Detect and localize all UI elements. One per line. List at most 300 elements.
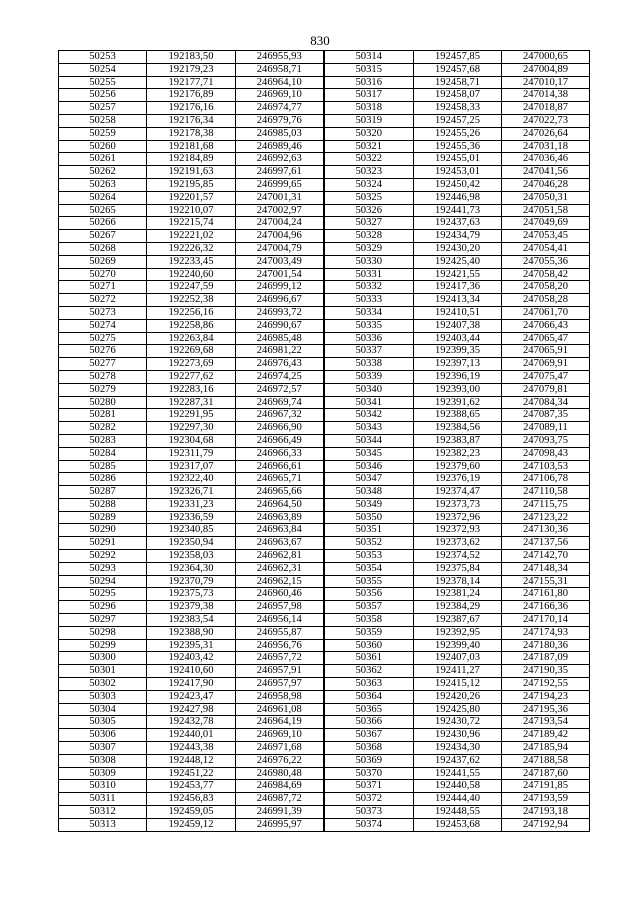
table-row xyxy=(59,217,590,230)
x-coordinate-left-cell: 192287,31 xyxy=(147,396,236,409)
x-coordinate-right-cell: 192375,84 xyxy=(414,562,502,575)
y-coordinate-left-cell: 246966,61 xyxy=(236,460,324,473)
y-coordinate-right-cell: 247058,20 xyxy=(502,281,590,294)
y-coordinate-right-cell: 247061,70 xyxy=(502,306,590,319)
x-coordinate-left-cell: 192177,71 xyxy=(147,76,236,89)
x-coordinate-right-cell: 192373,73 xyxy=(414,498,502,511)
point-number-left-cell: 50254 xyxy=(59,63,147,76)
y-coordinate-right-cell: 247000,65 xyxy=(502,51,590,64)
point-number-left-cell: 50265 xyxy=(59,204,147,217)
point-number-right-cell: 50338 xyxy=(324,358,414,371)
x-coordinate-right-cell: 192453,01 xyxy=(414,166,502,179)
point-number-left-cell: 50262 xyxy=(59,166,147,179)
point-number-right-cell: 50331 xyxy=(324,268,414,281)
x-coordinate-left-cell: 192370,79 xyxy=(147,575,236,588)
x-coordinate-right-cell: 192455,01 xyxy=(414,153,502,166)
x-coordinate-left-cell: 192443,38 xyxy=(147,742,236,755)
x-coordinate-right-cell: 192413,34 xyxy=(414,294,502,307)
point-number-left-cell: 50302 xyxy=(59,678,147,691)
point-number-left-cell: 50275 xyxy=(59,332,147,345)
point-number-left-cell: 50273 xyxy=(59,306,147,319)
table-row xyxy=(59,601,590,614)
y-coordinate-left-cell: 246964,10 xyxy=(236,76,324,89)
x-coordinate-right-cell: 192397,13 xyxy=(414,358,502,371)
x-coordinate-right-cell: 192437,62 xyxy=(414,754,502,767)
y-coordinate-left-cell: 246957,97 xyxy=(236,678,324,691)
table-row xyxy=(59,447,590,460)
x-coordinate-left-cell: 192273,69 xyxy=(147,358,236,371)
table-row xyxy=(59,754,590,767)
x-coordinate-right-cell: 192393,00 xyxy=(414,383,502,396)
y-coordinate-right-cell: 247075,47 xyxy=(502,370,590,383)
x-coordinate-left-cell: 192364,30 xyxy=(147,562,236,575)
point-number-left-cell: 50304 xyxy=(59,703,147,716)
x-coordinate-left-cell: 192403,42 xyxy=(147,652,236,665)
x-coordinate-right-cell: 192407,03 xyxy=(414,652,502,665)
point-number-left-cell: 50292 xyxy=(59,550,147,563)
point-number-right-cell: 50352 xyxy=(324,537,414,550)
point-number-right-cell: 50330 xyxy=(324,255,414,268)
point-number-left-cell: 50260 xyxy=(59,140,147,153)
x-coordinate-left-cell: 192423,47 xyxy=(147,690,236,703)
table-row xyxy=(59,780,590,793)
x-coordinate-right-cell: 192372,96 xyxy=(414,511,502,524)
point-number-left-cell: 50300 xyxy=(59,652,147,665)
y-coordinate-left-cell: 246965,66 xyxy=(236,486,324,499)
y-coordinate-right-cell: 247004,89 xyxy=(502,63,590,76)
y-coordinate-left-cell: 246962,15 xyxy=(236,575,324,588)
x-coordinate-right-cell: 192417,36 xyxy=(414,281,502,294)
point-number-left-cell: 50290 xyxy=(59,524,147,537)
point-number-left-cell: 50289 xyxy=(59,511,147,524)
point-number-right-cell: 50324 xyxy=(324,178,414,191)
y-coordinate-right-cell: 247137,56 xyxy=(502,537,590,550)
y-coordinate-right-cell: 247130,36 xyxy=(502,524,590,537)
y-coordinate-left-cell: 246960,46 xyxy=(236,588,324,601)
x-coordinate-left-cell: 192258,86 xyxy=(147,319,236,332)
point-number-left-cell: 50307 xyxy=(59,742,147,755)
y-coordinate-right-cell: 247161,80 xyxy=(502,588,590,601)
x-coordinate-right-cell: 192453,68 xyxy=(414,818,502,831)
x-coordinate-right-cell: 192378,14 xyxy=(414,575,502,588)
point-number-left-cell: 50272 xyxy=(59,294,147,307)
point-number-left-cell: 50256 xyxy=(59,89,147,102)
table-row xyxy=(59,153,590,166)
point-number-right-cell: 50348 xyxy=(324,486,414,499)
point-number-left-cell: 50288 xyxy=(59,498,147,511)
table-row xyxy=(59,562,590,575)
point-number-right-cell: 50320 xyxy=(324,127,414,140)
table-row xyxy=(59,345,590,358)
y-coordinate-left-cell: 246989,46 xyxy=(236,140,324,153)
point-number-right-cell: 50326 xyxy=(324,204,414,217)
y-coordinate-left-cell: 246963,84 xyxy=(236,524,324,537)
y-coordinate-left-cell: 246976,22 xyxy=(236,754,324,767)
y-coordinate-left-cell: 246987,72 xyxy=(236,793,324,806)
x-coordinate-right-cell: 192411,27 xyxy=(414,665,502,678)
table-row xyxy=(59,255,590,268)
point-number-right-cell: 50315 xyxy=(324,63,414,76)
table-row xyxy=(59,166,590,179)
point-number-right-cell: 50355 xyxy=(324,575,414,588)
x-coordinate-right-cell: 192434,79 xyxy=(414,230,502,243)
y-coordinate-left-cell: 246961,08 xyxy=(236,703,324,716)
x-coordinate-left-cell: 192179,23 xyxy=(147,63,236,76)
point-number-right-cell: 50371 xyxy=(324,780,414,793)
point-number-left-cell: 50296 xyxy=(59,601,147,614)
x-coordinate-left-cell: 192417,90 xyxy=(147,678,236,691)
x-coordinate-right-cell: 192396,19 xyxy=(414,370,502,383)
x-coordinate-left-cell: 192326,71 xyxy=(147,486,236,499)
y-coordinate-right-cell: 247098,43 xyxy=(502,447,590,460)
y-coordinate-left-cell: 246995,97 xyxy=(236,818,324,831)
y-coordinate-left-cell: 246985,48 xyxy=(236,332,324,345)
point-number-left-cell: 50312 xyxy=(59,806,147,819)
point-number-right-cell: 50356 xyxy=(324,588,414,601)
table-row xyxy=(59,306,590,319)
point-number-right-cell: 50334 xyxy=(324,306,414,319)
point-number-left-cell: 50286 xyxy=(59,473,147,486)
x-coordinate-left-cell: 192379,38 xyxy=(147,601,236,614)
y-coordinate-right-cell: 247106,78 xyxy=(502,473,590,486)
y-coordinate-right-cell: 247191,85 xyxy=(502,780,590,793)
point-number-right-cell: 50365 xyxy=(324,703,414,716)
x-coordinate-left-cell: 192375,73 xyxy=(147,588,236,601)
point-number-left-cell: 50291 xyxy=(59,537,147,550)
x-coordinate-left-cell: 192263,84 xyxy=(147,332,236,345)
y-coordinate-left-cell: 246956,14 xyxy=(236,614,324,627)
point-number-right-cell: 50362 xyxy=(324,665,414,678)
point-number-right-cell: 50332 xyxy=(324,281,414,294)
x-coordinate-left-cell: 192233,45 xyxy=(147,255,236,268)
point-number-left-cell: 50282 xyxy=(59,422,147,435)
point-number-right-cell: 50346 xyxy=(324,460,414,473)
y-coordinate-right-cell: 247051,58 xyxy=(502,204,590,217)
point-number-right-cell: 50337 xyxy=(324,345,414,358)
table-row xyxy=(59,678,590,691)
y-coordinate-right-cell: 247192,94 xyxy=(502,818,590,831)
x-coordinate-right-cell: 192374,47 xyxy=(414,486,502,499)
x-coordinate-left-cell: 192178,38 xyxy=(147,127,236,140)
point-number-left-cell: 50297 xyxy=(59,614,147,627)
x-coordinate-right-cell: 192430,72 xyxy=(414,716,502,729)
point-number-right-cell: 50345 xyxy=(324,447,414,460)
y-coordinate-left-cell: 246966,33 xyxy=(236,447,324,460)
x-coordinate-right-cell: 192446,98 xyxy=(414,191,502,204)
x-coordinate-right-cell: 192383,87 xyxy=(414,434,502,447)
point-number-right-cell: 50347 xyxy=(324,473,414,486)
point-number-left-cell: 50313 xyxy=(59,818,147,831)
y-coordinate-right-cell: 247190,35 xyxy=(502,665,590,678)
y-coordinate-left-cell: 246993,72 xyxy=(236,306,324,319)
point-number-right-cell: 50323 xyxy=(324,166,414,179)
point-number-left-cell: 50283 xyxy=(59,434,147,447)
x-coordinate-left-cell: 192240,60 xyxy=(147,268,236,281)
x-coordinate-right-cell: 192430,96 xyxy=(414,729,502,742)
x-coordinate-right-cell: 192425,40 xyxy=(414,255,502,268)
x-coordinate-right-cell: 192399,40 xyxy=(414,639,502,652)
y-coordinate-left-cell: 246963,89 xyxy=(236,511,324,524)
y-coordinate-right-cell: 247193,54 xyxy=(502,716,590,729)
y-coordinate-left-cell: 246964,19 xyxy=(236,716,324,729)
x-coordinate-right-cell: 192391,62 xyxy=(414,396,502,409)
table-row xyxy=(59,294,590,307)
y-coordinate-right-cell: 247195,36 xyxy=(502,703,590,716)
x-coordinate-left-cell: 192195,85 xyxy=(147,178,236,191)
x-coordinate-right-cell: 192415,12 xyxy=(414,678,502,691)
point-number-left-cell: 50306 xyxy=(59,729,147,742)
x-coordinate-right-cell: 192440,58 xyxy=(414,780,502,793)
y-coordinate-left-cell: 246956,76 xyxy=(236,639,324,652)
y-coordinate-right-cell: 247193,59 xyxy=(502,793,590,806)
y-coordinate-left-cell: 246957,98 xyxy=(236,601,324,614)
y-coordinate-left-cell: 246974,25 xyxy=(236,370,324,383)
table-row xyxy=(59,767,590,780)
y-coordinate-left-cell: 247003,49 xyxy=(236,255,324,268)
point-number-left-cell: 50259 xyxy=(59,127,147,140)
table-row xyxy=(59,63,590,76)
y-coordinate-right-cell: 247058,28 xyxy=(502,294,590,307)
x-coordinate-left-cell: 192176,34 xyxy=(147,114,236,127)
point-number-right-cell: 50342 xyxy=(324,409,414,422)
x-coordinate-right-cell: 192434,30 xyxy=(414,742,502,755)
x-coordinate-right-cell: 192455,36 xyxy=(414,140,502,153)
table-row xyxy=(59,818,590,831)
point-number-right-cell: 50368 xyxy=(324,742,414,755)
x-coordinate-left-cell: 192440,01 xyxy=(147,729,236,742)
point-number-right-cell: 50344 xyxy=(324,434,414,447)
x-coordinate-left-cell: 192395,31 xyxy=(147,639,236,652)
y-coordinate-left-cell: 246971,68 xyxy=(236,742,324,755)
point-number-right-cell: 50336 xyxy=(324,332,414,345)
point-number-left-cell: 50280 xyxy=(59,396,147,409)
table-row xyxy=(59,51,590,64)
point-number-right-cell: 50317 xyxy=(324,89,414,102)
y-coordinate-left-cell: 247002,97 xyxy=(236,204,324,217)
y-coordinate-right-cell: 247142,70 xyxy=(502,550,590,563)
point-number-left-cell: 50294 xyxy=(59,575,147,588)
x-coordinate-left-cell: 192448,12 xyxy=(147,754,236,767)
table-row xyxy=(59,690,590,703)
x-coordinate-right-cell: 192441,73 xyxy=(414,204,502,217)
page-number: 830 xyxy=(310,33,330,48)
x-coordinate-right-cell: 192441,55 xyxy=(414,767,502,780)
x-coordinate-left-cell: 192191,63 xyxy=(147,166,236,179)
x-coordinate-right-cell: 192399,35 xyxy=(414,345,502,358)
y-coordinate-left-cell: 247001,54 xyxy=(236,268,324,281)
x-coordinate-left-cell: 192181,68 xyxy=(147,140,236,153)
table-row xyxy=(59,550,590,563)
y-coordinate-left-cell: 246981,22 xyxy=(236,345,324,358)
y-coordinate-right-cell: 247084,34 xyxy=(502,396,590,409)
point-number-left-cell: 50278 xyxy=(59,370,147,383)
point-number-right-cell: 50340 xyxy=(324,383,414,396)
point-number-left-cell: 50308 xyxy=(59,754,147,767)
x-coordinate-left-cell: 192176,89 xyxy=(147,89,236,102)
point-number-right-cell: 50325 xyxy=(324,191,414,204)
point-number-left-cell: 50284 xyxy=(59,447,147,460)
y-coordinate-left-cell: 246999,12 xyxy=(236,281,324,294)
table-row xyxy=(59,332,590,345)
point-number-left-cell: 50311 xyxy=(59,793,147,806)
point-number-right-cell: 50314 xyxy=(324,51,414,64)
point-number-left-cell: 50285 xyxy=(59,460,147,473)
table-row xyxy=(59,639,590,652)
point-number-left-cell: 50267 xyxy=(59,230,147,243)
point-number-left-cell: 50309 xyxy=(59,767,147,780)
point-number-left-cell: 50261 xyxy=(59,153,147,166)
y-coordinate-left-cell: 246996,67 xyxy=(236,294,324,307)
table-row xyxy=(59,242,590,255)
y-coordinate-left-cell: 246964,50 xyxy=(236,498,324,511)
table-row xyxy=(59,268,590,281)
table-row xyxy=(59,703,590,716)
y-coordinate-right-cell: 247089,11 xyxy=(502,422,590,435)
table-row xyxy=(59,230,590,243)
table-row xyxy=(59,102,590,115)
point-number-left-cell: 50281 xyxy=(59,409,147,422)
x-coordinate-left-cell: 192358,03 xyxy=(147,550,236,563)
point-number-right-cell: 50349 xyxy=(324,498,414,511)
point-number-right-cell: 50361 xyxy=(324,652,414,665)
x-coordinate-left-cell: 192311,79 xyxy=(147,447,236,460)
y-coordinate-left-cell: 246962,31 xyxy=(236,562,324,575)
y-coordinate-right-cell: 247148,34 xyxy=(502,562,590,575)
y-coordinate-right-cell: 247110,58 xyxy=(502,486,590,499)
x-coordinate-right-cell: 192410,51 xyxy=(414,306,502,319)
point-number-right-cell: 50354 xyxy=(324,562,414,575)
y-coordinate-right-cell: 247065,47 xyxy=(502,332,590,345)
table-row xyxy=(59,473,590,486)
x-coordinate-left-cell: 192331,23 xyxy=(147,498,236,511)
y-coordinate-left-cell: 246966,49 xyxy=(236,434,324,447)
y-coordinate-right-cell: 247066,43 xyxy=(502,319,590,332)
point-number-right-cell: 50328 xyxy=(324,230,414,243)
table-row xyxy=(59,716,590,729)
x-coordinate-left-cell: 192252,38 xyxy=(147,294,236,307)
point-number-left-cell: 50303 xyxy=(59,690,147,703)
y-coordinate-left-cell: 246969,74 xyxy=(236,396,324,409)
y-coordinate-left-cell: 247004,96 xyxy=(236,230,324,243)
point-number-right-cell: 50341 xyxy=(324,396,414,409)
x-coordinate-left-cell: 192291,95 xyxy=(147,409,236,422)
y-coordinate-left-cell: 247001,31 xyxy=(236,191,324,204)
x-coordinate-left-cell: 192215,74 xyxy=(147,217,236,230)
y-coordinate-right-cell: 247031,18 xyxy=(502,140,590,153)
point-number-left-cell: 50270 xyxy=(59,268,147,281)
x-coordinate-left-cell: 192277,62 xyxy=(147,370,236,383)
table-row xyxy=(59,511,590,524)
point-number-left-cell: 50268 xyxy=(59,242,147,255)
point-number-right-cell: 50357 xyxy=(324,601,414,614)
y-coordinate-left-cell: 246980,48 xyxy=(236,767,324,780)
point-number-left-cell: 50287 xyxy=(59,486,147,499)
point-number-right-cell: 50364 xyxy=(324,690,414,703)
y-coordinate-left-cell: 246997,61 xyxy=(236,166,324,179)
point-number-left-cell: 50269 xyxy=(59,255,147,268)
x-coordinate-right-cell: 192458,33 xyxy=(414,102,502,115)
y-coordinate-right-cell: 247187,09 xyxy=(502,652,590,665)
table-row xyxy=(59,486,590,499)
y-coordinate-left-cell: 246984,69 xyxy=(236,780,324,793)
y-coordinate-right-cell: 247010,17 xyxy=(502,76,590,89)
point-number-right-cell: 50318 xyxy=(324,102,414,115)
point-number-right-cell: 50316 xyxy=(324,76,414,89)
y-coordinate-left-cell: 246962,81 xyxy=(236,550,324,563)
y-coordinate-right-cell: 247079,81 xyxy=(502,383,590,396)
point-number-left-cell: 50264 xyxy=(59,191,147,204)
point-number-right-cell: 50319 xyxy=(324,114,414,127)
x-coordinate-left-cell: 192350,94 xyxy=(147,537,236,550)
x-coordinate-left-cell: 192221,02 xyxy=(147,230,236,243)
point-number-right-cell: 50373 xyxy=(324,806,414,819)
x-coordinate-left-cell: 192184,89 xyxy=(147,153,236,166)
x-coordinate-right-cell: 192420,26 xyxy=(414,690,502,703)
table-row xyxy=(59,806,590,819)
x-coordinate-right-cell: 192458,71 xyxy=(414,76,502,89)
y-coordinate-left-cell: 246969,10 xyxy=(236,89,324,102)
y-coordinate-right-cell: 247036,46 xyxy=(502,153,590,166)
y-coordinate-right-cell: 247050,31 xyxy=(502,191,590,204)
table-row xyxy=(59,524,590,537)
point-number-right-cell: 50369 xyxy=(324,754,414,767)
x-coordinate-right-cell: 192403,44 xyxy=(414,332,502,345)
table-row xyxy=(59,114,590,127)
y-coordinate-right-cell: 247018,87 xyxy=(502,102,590,115)
y-coordinate-right-cell: 247053,45 xyxy=(502,230,590,243)
point-number-left-cell: 50305 xyxy=(59,716,147,729)
y-coordinate-left-cell: 246955,93 xyxy=(236,51,324,64)
y-coordinate-left-cell: 246955,87 xyxy=(236,626,324,639)
table-row xyxy=(59,652,590,665)
y-coordinate-right-cell: 247193,18 xyxy=(502,806,590,819)
y-coordinate-right-cell: 247194,23 xyxy=(502,690,590,703)
point-number-left-cell: 50266 xyxy=(59,217,147,230)
point-number-left-cell: 50277 xyxy=(59,358,147,371)
y-coordinate-left-cell: 246969,10 xyxy=(236,729,324,742)
x-coordinate-left-cell: 192388,90 xyxy=(147,626,236,639)
x-coordinate-left-cell: 192456,83 xyxy=(147,793,236,806)
y-coordinate-right-cell: 247180,36 xyxy=(502,639,590,652)
point-number-right-cell: 50350 xyxy=(324,511,414,524)
x-coordinate-right-cell: 192388,65 xyxy=(414,409,502,422)
point-number-left-cell: 50257 xyxy=(59,102,147,115)
table-row xyxy=(59,396,590,409)
x-coordinate-right-cell: 192425,80 xyxy=(414,703,502,716)
x-coordinate-left-cell: 192432,78 xyxy=(147,716,236,729)
point-number-right-cell: 50366 xyxy=(324,716,414,729)
y-coordinate-left-cell: 246985,03 xyxy=(236,127,324,140)
y-coordinate-left-cell: 246991,39 xyxy=(236,806,324,819)
x-coordinate-left-cell: 192459,12 xyxy=(147,818,236,831)
x-coordinate-right-cell: 192457,25 xyxy=(414,114,502,127)
x-coordinate-right-cell: 192384,56 xyxy=(414,422,502,435)
point-number-left-cell: 50279 xyxy=(59,383,147,396)
y-coordinate-left-cell: 246963,67 xyxy=(236,537,324,550)
x-coordinate-left-cell: 192427,98 xyxy=(147,703,236,716)
table-row xyxy=(59,537,590,550)
x-coordinate-left-cell: 192322,40 xyxy=(147,473,236,486)
y-coordinate-right-cell: 247022,73 xyxy=(502,114,590,127)
table-row xyxy=(59,575,590,588)
x-coordinate-right-cell: 192373,62 xyxy=(414,537,502,550)
coordinate-table xyxy=(58,50,590,832)
point-number-left-cell: 50271 xyxy=(59,281,147,294)
y-coordinate-right-cell: 247046,28 xyxy=(502,178,590,191)
x-coordinate-right-cell: 192382,23 xyxy=(414,447,502,460)
x-coordinate-right-cell: 192421,55 xyxy=(414,268,502,281)
table-row xyxy=(59,665,590,678)
